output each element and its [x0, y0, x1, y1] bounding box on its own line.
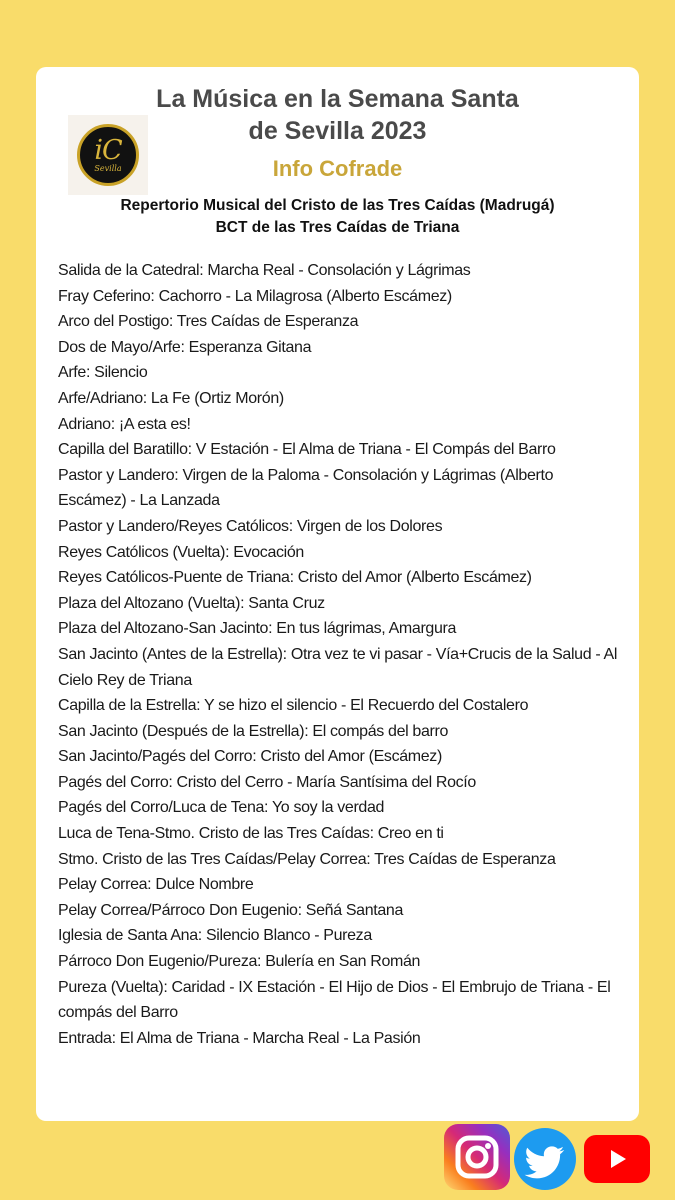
repertoire-item: Pureza (Vuelta): Caridad - IX Estación - El Hijo de Dios - El Embrujo de Triana - El compás del Barro — [58, 978, 611, 1022]
repertoire-item: San Jacinto/Pagés del Corro: Cristo del Amor (Escámez) — [58, 748, 442, 766]
title-line-2: de Sevilla 2023 — [248, 117, 427, 145]
twitter-icon[interactable] — [514, 1128, 576, 1190]
instagram-icon[interactable] — [444, 1124, 510, 1190]
logo-mark: iC — [94, 134, 122, 166]
repertoire-item: Pelay Correa: Dulce Nombre — [58, 876, 254, 894]
repertoire-item: Reyes Católicos-Puente de Triana: Cristo del Amor (Alberto Escámez) — [58, 569, 532, 587]
repertoire-item: Pagés del Corro: Cristo del Cerro - María Santísima del Rocío — [58, 773, 476, 791]
repertoire-item: Pagés del Corro/Luca de Tena: Yo soy la verdad — [58, 799, 385, 817]
repertoire-list — [58, 258, 624, 1051]
instagram-glyph — [444, 1124, 510, 1190]
repertoire-item: Adriano: ¡A esta es! — [58, 415, 191, 433]
subtitle-line-1: Repertorio Musical del Cristo de las Tres Caídas (Madrugá) — [120, 197, 555, 214]
page-title — [36, 83, 639, 147]
repertoire-item: Reyes Católicos (Vuelta): Evocación — [58, 543, 304, 561]
repertoire-item: Fray Ceferino: Cachorro - La Milagrosa (Alberto Escámez) — [58, 287, 452, 305]
repertoire-item: Párroco Don Eugenio/Pureza: Bulería en San Román — [58, 953, 421, 971]
repertoire-item: Plaza del Altozano-San Jacinto: En tus lágrimas, Amargura — [58, 620, 457, 638]
repertoire-item: Iglesia de Santa Ana: Silencio Blanco - Pureza — [58, 927, 372, 945]
repertoire-item: Entrada: El Alma de Triana - Marcha Real - La Pasión — [58, 1029, 421, 1047]
repertoire-item: Pastor y Landero/Reyes Católicos: Virgen de los Dolores — [58, 517, 443, 535]
content-card — [36, 67, 639, 1121]
repertoire-item: Luca de Tena-Stmo. Cristo de las Tres Caídas: Creo en ti — [58, 825, 444, 843]
youtube-icon[interactable] — [584, 1135, 650, 1183]
repertoire-item: Dos de Mayo/Arfe: Esperanza Gitana — [58, 338, 312, 356]
repertoire-item: Stmo. Cristo de las Tres Caídas/Pelay Correa: Tres Caídas de Esperanza — [58, 850, 556, 868]
repertoire-item: Arfe: Silencio — [58, 364, 148, 382]
repertoire-item: Pastor y Landero: Virgen de la Paloma - Consolación y Lágrimas (Alberto Escámez) - La Lanzada — [58, 466, 554, 510]
repertoire-item: San Jacinto (Después de la Estrella): El compás del barro — [58, 722, 449, 740]
youtube-play-glyph — [584, 1135, 650, 1183]
repertoire-item: San Jacinto (Antes de la Estrella): Otra vez te vi pasar - Vía+Crucis de la Salud - Al Cielo Rey de Triana — [58, 645, 618, 689]
repertoire-item: Plaza del Altozano (Vuelta): Santa Cruz — [58, 594, 325, 612]
brand-name: Info Cofrade — [272, 156, 403, 181]
repertoire-item: Arfe/Adriano: La Fe (Ortiz Morón) — [58, 389, 284, 407]
logo-subtext: Sevilla — [94, 163, 122, 173]
title-line-1: La Música en la Semana Santa — [156, 85, 519, 113]
repertoire-item: Salida de la Catedral: Marcha Real - Consolación y Lágrimas — [58, 262, 471, 279]
twitter-bird-glyph — [514, 1128, 576, 1190]
subtitle-line-2: BCT de las Tres Caídas de Triana — [215, 219, 460, 236]
repertoire-item: Capilla de la Estrella: Y se hizo el silencio - El Recuerdo del Costalero — [58, 697, 529, 715]
subtitle — [36, 195, 639, 239]
repertoire-item: Pelay Correa/Párroco Don Eugenio: Señá Santana — [58, 901, 404, 919]
repertoire-item: Capilla del Baratillo: V Estación - El Alma de Triana - El Compás del Barro — [58, 441, 556, 459]
repertoire-item: Arco del Postigo: Tres Caídas de Esperanza — [58, 313, 359, 331]
